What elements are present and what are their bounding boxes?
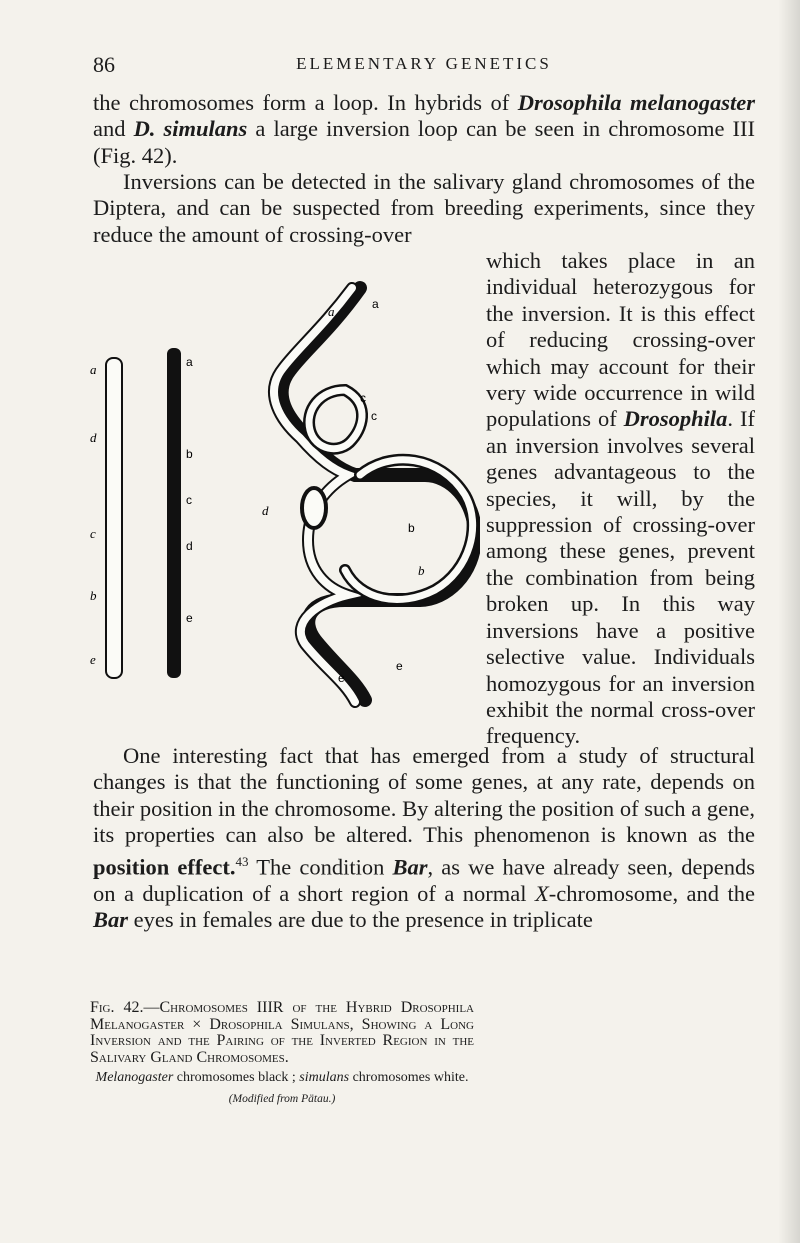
genus-name: Drosophila	[623, 406, 728, 432]
white-label-e: e	[90, 652, 96, 667]
black-label-a: a	[186, 355, 193, 369]
caption-note-italic: Melanogaster	[95, 1070, 174, 1085]
paragraph-2	[93, 169, 755, 248]
inversion-loop	[274, 288, 475, 702]
page-header	[93, 52, 755, 82]
black-label-d: d	[186, 539, 193, 553]
text-run: One interesting fact that has emerged from a study of structural changes is that the functioning of some genes, at any rate, depends on their position in the chromosome. By altering the position of such a gene, its properties can also be altered. This phenomenon is known as the	[93, 743, 755, 848]
caption-note-text: chromosomes white.	[349, 1070, 469, 1085]
page-edge-shadow	[778, 0, 800, 1243]
black-label-c: c	[186, 493, 192, 507]
loop-label-a-white: a	[328, 304, 335, 319]
chromosome-diagram	[90, 270, 480, 710]
text-run: a large inversion loop can be seen in chromosome III (Fig. 42).	[93, 116, 755, 168]
black-label-b: b	[186, 447, 193, 461]
text-run: , as we have already seen, depends on a duplication of a short region of a normal	[93, 854, 755, 906]
figure-caption	[90, 1000, 474, 1107]
species-name: D. simulans	[133, 116, 248, 142]
loop-label-c-inner: c	[371, 409, 377, 423]
loop-label-e-left: e	[338, 671, 345, 685]
caption-note-text: chromosomes black ;	[173, 1070, 300, 1085]
black-label-e: e	[186, 611, 193, 625]
text-run: . If an inversion involves several genes advantageous to the species, it will, by the suppression of crossing-over among these genes, prevent the combination from being broken up. In this way inversions have a positive selective value. Individuals homozygous for an inversion exhibit the normal cross-over frequency.	[486, 406, 755, 749]
caption-note-italic: simulans	[299, 1070, 350, 1085]
white-label-c: c	[90, 526, 96, 541]
running-title: ELEMENTARY GENETICS	[296, 54, 552, 73]
text-run: -chromosome, and the	[548, 880, 755, 906]
loop-label-e-right: e	[396, 659, 403, 673]
caption-source-text: (Modified from Pätau.)	[228, 1092, 336, 1105]
black-chromosome	[167, 348, 181, 678]
chromosome-name: X	[535, 880, 549, 906]
text-run: The condition	[248, 854, 393, 880]
paragraph-2-continued	[486, 248, 755, 750]
text-run: Inversions can be detected in the salivary gland chromosomes of the Diptera, and can be suspected from breeding experiments, since they reduce the amount of crossing-over	[93, 169, 755, 247]
text-run: which takes place in an individual heterozygous for the inversion. It is this effect of reducing crossing-over which may account for their very wide occurrence in wild populations of	[486, 248, 755, 432]
paragraph-3	[93, 743, 755, 933]
loop-label-b-lower: b	[418, 563, 425, 578]
text-run: and	[93, 116, 134, 142]
footnote-ref: 43	[235, 853, 249, 869]
loop-label-a-black: a	[372, 297, 379, 311]
loop-label-d: d	[262, 503, 269, 518]
white-label-a: a	[90, 362, 97, 377]
gene-name: Bar	[392, 854, 428, 880]
loop-label-c-outer: c	[360, 391, 366, 405]
paragraph-1	[93, 90, 755, 169]
term-position-effect: position effect.	[93, 854, 236, 880]
page-number: 86	[93, 52, 115, 77]
gene-name: Bar	[93, 906, 129, 932]
caption-source	[90, 1091, 474, 1108]
caption-note	[90, 1070, 474, 1087]
species-name: Drosophila melanogaster	[517, 90, 756, 115]
text-run: eyes in females are due to the presence in triplicate	[128, 906, 593, 932]
figure-42	[90, 270, 480, 710]
caption-title: Fig. 42.—Chromosomes IIIR of the Hybrid Drosophila Melanogaster × Drosophila Simulans, Showing a Long Inversion and the Pairing of the Inverted Region in the Salivary Gland Chromosomes.	[90, 999, 474, 1066]
text-run: the chromosomes form a loop. In hybrids of	[93, 90, 518, 115]
white-chromosome	[106, 358, 122, 678]
loop-label-b-inner: b	[408, 521, 415, 535]
white-label-b: b	[90, 588, 97, 603]
white-label-d: d	[90, 430, 97, 445]
